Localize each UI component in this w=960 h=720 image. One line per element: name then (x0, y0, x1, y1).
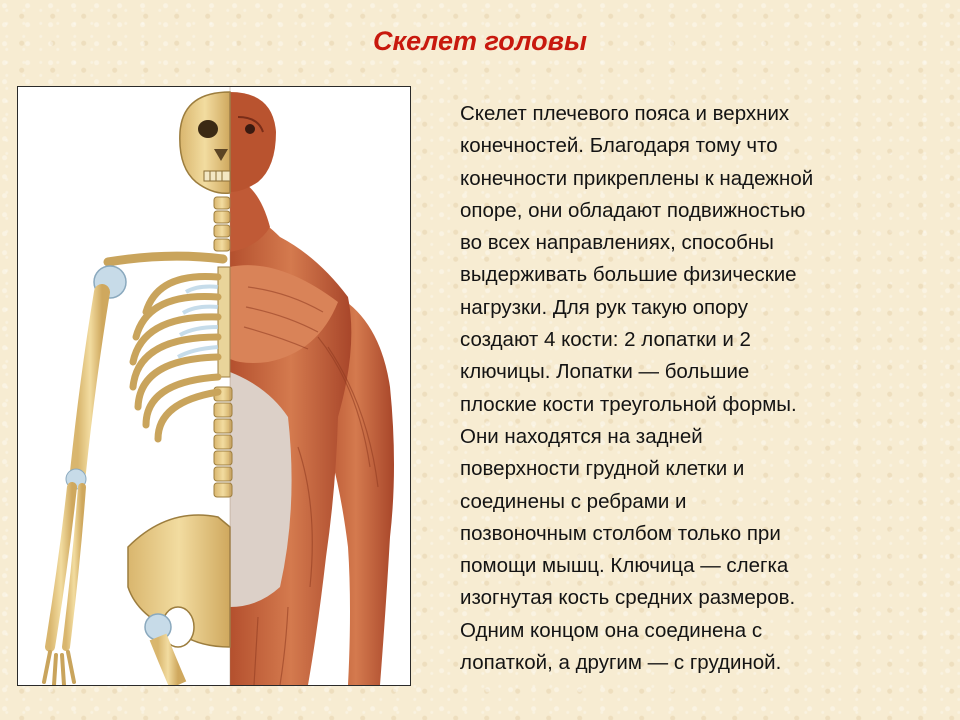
body-line: помощи мышц. Ключица — слегка (460, 554, 789, 578)
body-line: конечности прикреплены к надежной (460, 166, 814, 190)
body-line: опоре, они обладают подвижностью (460, 198, 806, 222)
body-line: соединены с ребрами и (460, 489, 687, 513)
slide-body-text (460, 98, 930, 679)
slide-title: Скелет головы (372, 26, 588, 56)
body-line: выдерживать большие физические (460, 263, 797, 287)
body-line: конечностей. Благодаря тому что (460, 134, 778, 158)
anatomy-illustration (17, 86, 411, 686)
body-line: поверхности грудной клетки и (460, 457, 745, 481)
body-line: изогнутая кость средних размеров. (460, 586, 796, 610)
body-line: во всех направлениях, способны (460, 231, 774, 255)
body-line: Скелет плечевого пояса и верхних (460, 102, 790, 125)
body-line: ключицы. Лопатки — большие (460, 360, 750, 384)
body-line: лопаткой, а другим — с грудиной. (460, 651, 782, 675)
body-line: Они находятся на задней (460, 424, 703, 448)
body-line: позвоночным столбом только при (460, 521, 781, 545)
anatomy-skeleton-muscles-icon (18, 87, 410, 685)
body-line: плоские кости треугольной формы. (460, 392, 797, 416)
body-line: создают 4 кости: 2 лопатки и 2 (460, 328, 751, 352)
body-line: нагрузки. Для рук такую опору (460, 295, 748, 319)
body-line: Одним концом она соединена с (460, 618, 763, 642)
